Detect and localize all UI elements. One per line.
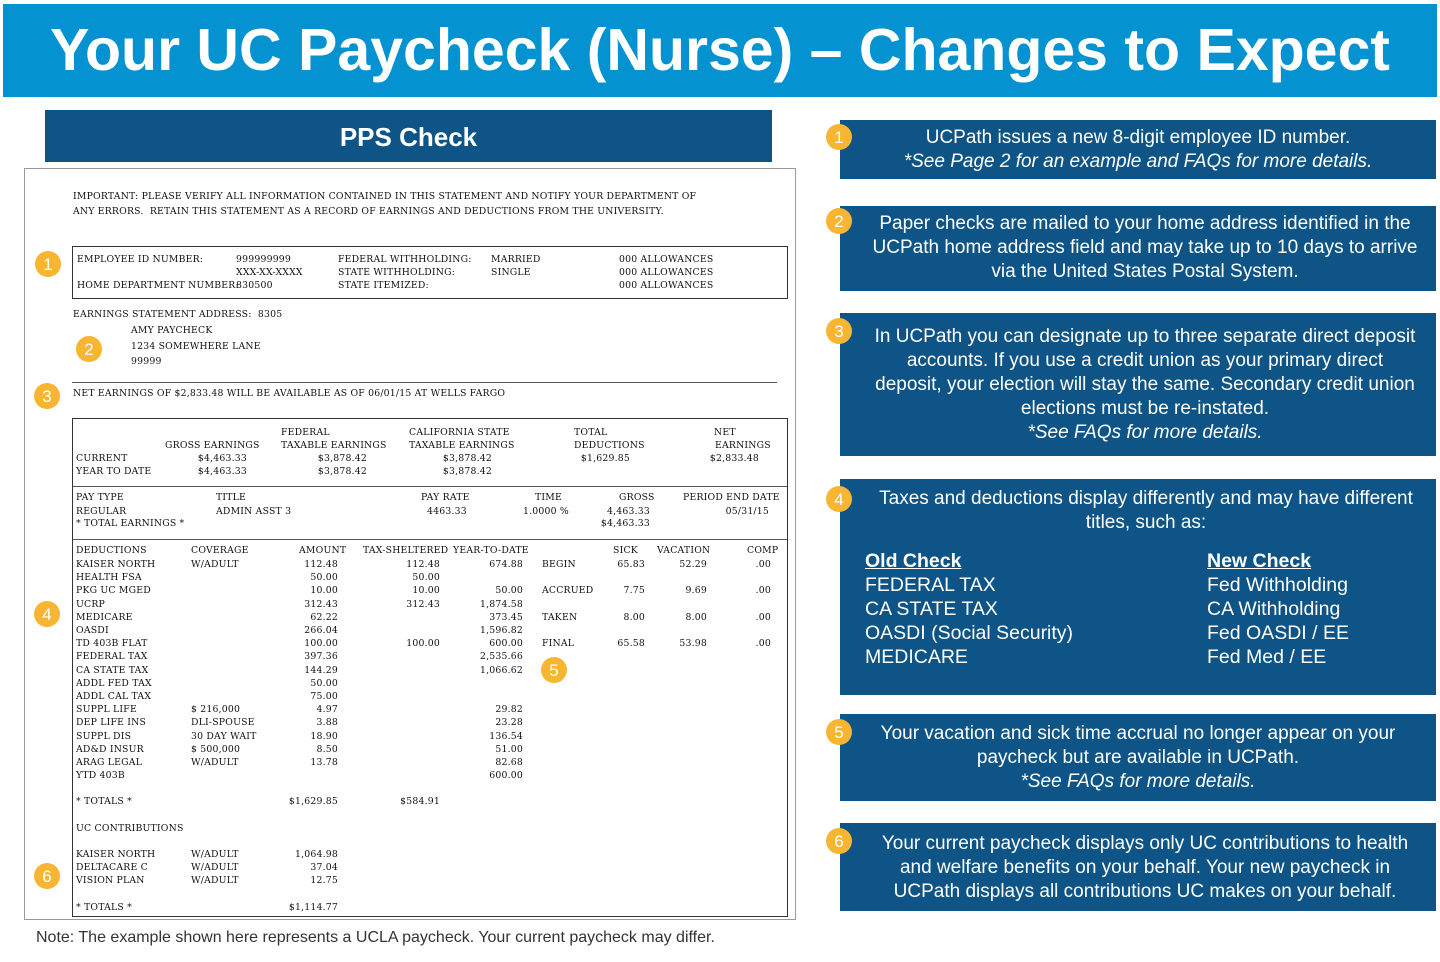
deduction-coverage: W/ADULT — [191, 559, 239, 570]
panel-4-line-2: titles, such as: — [1085, 512, 1207, 533]
hdr-ca-taxable: TAXABLE EARNINGS — [409, 440, 515, 451]
deduction-name: TD 403B FLAT — [76, 638, 148, 650]
hdr-tax-sheltered: TAX-SHELTERED — [363, 545, 449, 556]
deduction-name: OASDI — [76, 625, 109, 636]
deduction-coverage: 30 DAY WAIT — [191, 730, 257, 742]
current-ca: $3,878.42 — [442, 453, 492, 464]
panel-1-line-1: UCPath issues a new 8-digit employee ID number. — [925, 127, 1351, 148]
deduction-name: KAISER NORTH — [76, 559, 156, 570]
callout-badge-6: 6 — [34, 863, 60, 889]
home-dept-value: 830500 — [236, 280, 273, 291]
hdr-federal: FEDERAL — [281, 427, 330, 438]
old-check-item: FEDERAL TAX — [865, 574, 996, 596]
deduction-name: MEDICARE — [76, 611, 133, 623]
deduction-ytd: 1,874.58 — [479, 598, 523, 610]
hdr-coverage: COVERAGE — [191, 545, 249, 556]
hdr-net: NET — [714, 427, 736, 438]
panel-5-line-3: *See FAQs for more details. — [1020, 771, 1256, 792]
callout-badge-4: 4 — [34, 601, 60, 627]
panel-3-line-4: elections must be re-instated. — [1020, 398, 1270, 419]
deduction-ytd: 82.68 — [495, 757, 523, 768]
deduction-name: ADDL FED TAX — [76, 677, 152, 689]
allowances-2: 000 ALLOWANCES — [619, 267, 714, 278]
panel-3-line-2: accounts. If you use a credit union as your primary direct — [906, 350, 1384, 371]
deduction-name: FEDERAL TAX — [76, 651, 148, 663]
divider — [73, 539, 787, 540]
deduction-ytd: 29.82 — [495, 704, 523, 716]
callout-badge-5: 5 — [541, 657, 567, 683]
panel-4-line-1: Taxes and deductions display differently and may have different — [879, 488, 1413, 509]
deduction-coverage: $ 216,000 — [191, 704, 241, 716]
leave-vacation: 52.29 — [679, 559, 707, 570]
deduction-tax-sheltered: 50.00 — [412, 572, 440, 584]
home-dept-label: HOME DEPARTMENT NUMBER: — [77, 280, 239, 291]
deduction-name: SUPPL LIFE — [76, 704, 137, 716]
deduction-amount: 13.78 — [310, 757, 338, 768]
current-net: $2,833.48 — [709, 453, 759, 464]
deduction-amount: 100.00 — [304, 638, 338, 650]
hdr-total: TOTAL — [574, 427, 608, 438]
emp-id-label: EMPLOYEE ID NUMBER: — [77, 254, 204, 265]
panel-uc-contributions — [840, 823, 1436, 911]
deduction-ytd: 2,535.66 — [479, 651, 523, 663]
leave-sick: 65.83 — [617, 559, 645, 570]
divider — [73, 486, 787, 487]
contribution-name: VISION PLAN — [76, 875, 145, 887]
pay-title: ADMIN ASST 3 — [216, 506, 292, 517]
contrib-totals-label: * TOTALS * — [76, 902, 132, 913]
deduction-name: YTD 403B — [76, 770, 125, 782]
current-gross: $4,463.33 — [197, 453, 247, 464]
panel-2-line-1: Paper checks are mailed to your home address identified in the — [879, 213, 1411, 234]
new-check-item: Fed Med / EE — [1207, 646, 1327, 668]
panel-badge-4: 4 — [826, 486, 852, 512]
address-label: EARNINGS STATEMENT ADDRESS: 8305 — [73, 309, 283, 320]
deduction-amount: 10.00 — [310, 585, 338, 597]
fed-wh-value: MARRIED — [491, 254, 541, 265]
pay-rate: 4463.33 — [427, 506, 467, 517]
totals-label: * TOTALS * — [76, 796, 132, 807]
deduction-amount: 62.22 — [310, 611, 338, 623]
deduction-coverage: W/ADULT — [191, 757, 239, 768]
deduction-amount: 3.88 — [316, 717, 338, 729]
pps-check-statement — [24, 168, 796, 920]
old-check-column — [865, 549, 1073, 669]
contribution-coverage: W/ADULT — [191, 875, 239, 887]
deduction-name: HEALTH FSA — [76, 572, 142, 584]
net-earnings-notice: NET EARNINGS OF $2,833.48 WILL BE AVAILABLE AS OF 06/01/15 AT WELLS FARGO — [73, 388, 506, 399]
state-wh-label: STATE WITHHOLDING: — [338, 267, 456, 278]
leave-comp: .00 — [755, 559, 771, 570]
contribution-amount: 1,064.98 — [294, 849, 338, 860]
deduction-coverage: DLI-SPOUSE — [191, 717, 255, 729]
panel-badge-5: 5 — [826, 719, 852, 745]
deduction-amount: 112.48 — [304, 559, 338, 570]
ssn-value: XXX-XX-XXXX — [236, 267, 303, 278]
hdr-fed-taxable: TAXABLE EARNINGS — [281, 440, 387, 451]
panel-taxes-deductions — [840, 479, 1436, 695]
leave-sick: 65.58 — [617, 638, 645, 650]
hdr-deductions-col: DEDUCTIONS — [76, 545, 147, 556]
earnings-deductions-box — [72, 418, 788, 917]
deduction-name: CA STATE TAX — [76, 664, 149, 676]
leave-label: ACCRUED — [542, 585, 594, 597]
old-check-item: MEDICARE — [865, 646, 968, 668]
panel-6-line-2: and welfare benefits on your behalf. Your new paycheck in — [899, 857, 1391, 878]
contribution-coverage: W/ADULT — [191, 849, 239, 860]
hdr-pay-rate: PAY RATE — [421, 492, 470, 503]
ytd-gross: $4,463.33 — [197, 466, 247, 477]
totals-tax-sheltered: $584.91 — [400, 796, 440, 807]
panel-badge-2: 2 — [826, 208, 852, 234]
hdr-deductions: DEDUCTIONS — [574, 440, 645, 451]
uc-contributions-label: UC CONTRIBUTIONS — [76, 823, 184, 834]
leave-vacation: 53.98 — [679, 638, 707, 650]
totals-amount: $1,629.85 — [288, 796, 338, 807]
allowances-3: 000 ALLOWANCES — [619, 280, 714, 291]
panel-vacation-sick — [840, 714, 1436, 801]
deduction-name: UCRP — [76, 598, 106, 610]
deduction-amount: 144.29 — [304, 664, 338, 676]
current-fed: $3,878.42 — [317, 453, 367, 464]
panel-3-line-3: deposit, your election will stay the same. Secondary credit union — [875, 374, 1415, 395]
deduction-amount: 50.00 — [310, 677, 338, 689]
panel-badge-6: 6 — [826, 828, 852, 854]
street-address: 1234 SOMEWHERE LANE — [131, 341, 261, 352]
new-check-column — [1207, 549, 1349, 669]
panel-3-line-5: *See FAQs for more details. — [1027, 422, 1263, 443]
current-deductions: $1,629.85 — [580, 453, 630, 464]
leave-comp: .00 — [755, 585, 771, 597]
hdr-comp: COMP — [747, 545, 779, 556]
panel-3-line-1: In UCPath you can designate up to three separate direct deposit — [874, 326, 1416, 347]
divider — [72, 382, 777, 383]
deduction-tax-sheltered: 10.00 — [412, 585, 440, 597]
deduction-ytd: 51.00 — [495, 743, 523, 755]
current-label: CURRENT — [76, 453, 128, 464]
leave-sick: 8.00 — [623, 611, 645, 623]
emp-id-value: 999999999 — [236, 254, 292, 265]
leave-label: FINAL — [542, 638, 575, 650]
hdr-pay-gross: GROSS — [619, 492, 655, 503]
pay-gross: 4,463.33 — [606, 506, 650, 517]
panel-6-line-3: UCPath displays all contributions UC makes on your behalf. — [893, 881, 1397, 902]
hdr-amount: AMOUNT — [299, 545, 347, 556]
leave-comp: .00 — [755, 611, 771, 623]
panel-2-line-2: UCPath home address field and may take up to 10 days to arrive — [872, 237, 1418, 258]
state-itemized-label: STATE ITEMIZED: — [338, 280, 429, 291]
deduction-amount: 50.00 — [310, 572, 338, 584]
new-check-heading: New Check — [1207, 550, 1312, 572]
state-wh-value: SINGLE — [491, 267, 531, 278]
deduction-amount: 312.43 — [304, 598, 338, 610]
panel-6-line-1: Your current paycheck displays only UC contributions to health — [881, 833, 1409, 854]
hdr-period-end: PERIOD END DATE — [683, 492, 780, 503]
old-check-item: CA STATE TAX — [865, 598, 998, 620]
deduction-ytd: 1,596.82 — [479, 625, 523, 636]
contrib-totals: $1,114.77 — [288, 902, 338, 913]
zip-code: 99999 — [131, 356, 162, 367]
deduction-name: AD&D INSUR — [76, 743, 144, 755]
pay-period-end: 05/31/15 — [725, 506, 769, 517]
deduction-tax-sheltered: 100.00 — [406, 638, 440, 650]
panel-badge-3: 3 — [826, 318, 852, 344]
panel-badge-1: 1 — [826, 124, 852, 150]
leave-label: BEGIN — [542, 559, 576, 570]
contribution-amount: 12.75 — [310, 875, 338, 887]
pay-time: 1.0000 % — [523, 506, 569, 517]
new-check-item: CA Withholding — [1207, 598, 1341, 620]
deduction-name: ARAG LEGAL — [76, 757, 143, 768]
panel-1-line-2: *See Page 2 for an example and FAQs for more details. — [903, 151, 1373, 172]
new-check-item: Fed Withholding — [1207, 574, 1348, 596]
fed-wh-label: FEDERAL WITHHOLDING: — [338, 254, 472, 265]
hdr-pay-type: PAY TYPE — [76, 492, 124, 503]
deduction-amount: 75.00 — [310, 691, 338, 702]
pay-type: REGULAR — [76, 506, 127, 517]
hdr-year-to-date: YEAR-TO-DATE — [453, 545, 529, 556]
callout-badge-1: 1 — [35, 251, 61, 277]
leave-sick: 7.75 — [623, 585, 645, 597]
deduction-coverage: $ 500,000 — [191, 743, 241, 755]
callout-badge-3: 3 — [34, 383, 60, 409]
ytd-label: YEAR TO DATE — [76, 466, 152, 477]
deduction-amount: 266.04 — [304, 625, 338, 636]
hdr-vacation: VACATION — [657, 545, 711, 556]
new-check-item: Fed OASDI / EE — [1207, 622, 1349, 644]
deduction-amount: 8.50 — [316, 743, 338, 755]
important-notice-line2: ANY ERRORS. RETAIN THIS STATEMENT AS A RECORD OF EARNINGS AND DEDUCTIONS FROM THE UNIVERSITY. — [73, 206, 664, 217]
old-check-heading: Old Check — [865, 550, 962, 572]
contribution-amount: 37.04 — [310, 862, 338, 874]
deduction-amount: 4.97 — [316, 704, 338, 716]
deduction-name: DEP LIFE INS — [76, 717, 147, 729]
panel-employee-id — [840, 120, 1436, 179]
hdr-net-earnings: EARNINGS — [715, 440, 771, 451]
allowances-1: 000 ALLOWANCES — [619, 254, 714, 265]
leave-vacation: 8.00 — [685, 611, 707, 623]
ytd-fed: $3,878.42 — [317, 466, 367, 477]
page-title: Your UC Paycheck (Nurse) – Changes to Expect — [3, 4, 1437, 97]
deduction-amount: 397.36 — [304, 651, 338, 663]
contribution-coverage: W/ADULT — [191, 862, 239, 874]
hdr-gross: GROSS EARNINGS — [165, 440, 260, 451]
important-notice-line1: IMPORTANT: PLEASE VERIFY ALL INFORMATION CONTAINED IN THIS STATEMENT AND NOTIFY YOUR DEPARTMENT OF — [73, 191, 697, 202]
panel-2-line-3: via the United States Postal System. — [991, 261, 1299, 282]
leave-label: TAKEN — [542, 611, 578, 623]
total-earnings-label: * TOTAL EARNINGS * — [76, 518, 185, 529]
hdr-ca-state: CALIFORNIA STATE — [409, 427, 510, 438]
contribution-name: KAISER NORTH — [76, 849, 156, 860]
leave-vacation: 9.69 — [685, 585, 707, 597]
ytd-ca: $3,878.42 — [442, 466, 492, 477]
deduction-ytd: 50.00 — [495, 585, 523, 597]
deduction-ytd: 136.54 — [489, 730, 523, 742]
deduction-ytd: 600.00 — [489, 638, 523, 650]
footnote: Note: The example shown here represents a UCLA paycheck. Your current paycheck may differ. — [36, 929, 715, 946]
employee-info-box — [72, 246, 788, 299]
deduction-amount: 18.90 — [310, 730, 338, 742]
deduction-name: SUPPL DIS — [76, 730, 132, 742]
hdr-title: TITLE — [216, 492, 247, 503]
panel-direct-deposit — [840, 313, 1436, 456]
old-check-item: OASDI (Social Security) — [865, 622, 1074, 644]
panel-paper-checks — [840, 206, 1436, 291]
leave-comp: .00 — [755, 638, 771, 650]
hdr-time: TIME — [535, 492, 562, 503]
deduction-ytd: 373.45 — [489, 611, 523, 623]
deduction-tax-sheltered: 312.43 — [406, 598, 440, 610]
deduction-tax-sheltered: 112.48 — [406, 559, 440, 570]
contribution-name: DELTACARE C — [76, 862, 148, 874]
deduction-name: PKG UC MGED — [76, 585, 151, 597]
deduction-name: ADDL CAL TAX — [76, 691, 152, 702]
deduction-ytd: 1,066.62 — [479, 664, 523, 676]
total-earnings: $4,463.33 — [600, 518, 650, 529]
callout-badge-2: 2 — [76, 336, 102, 362]
panel-5-line-2: paycheck but are available in UCPath. — [976, 747, 1300, 768]
deduction-ytd: 23.28 — [495, 717, 523, 729]
employee-name: AMY PAYCHECK — [131, 325, 213, 336]
deduction-ytd: 674.88 — [489, 559, 523, 570]
hdr-sick: SICK — [613, 545, 638, 556]
pps-check-title: PPS Check — [45, 110, 772, 162]
panel-5-line-1: Your vacation and sick time accrual no longer appear on your — [880, 723, 1396, 744]
deduction-ytd: 600.00 — [489, 770, 523, 782]
